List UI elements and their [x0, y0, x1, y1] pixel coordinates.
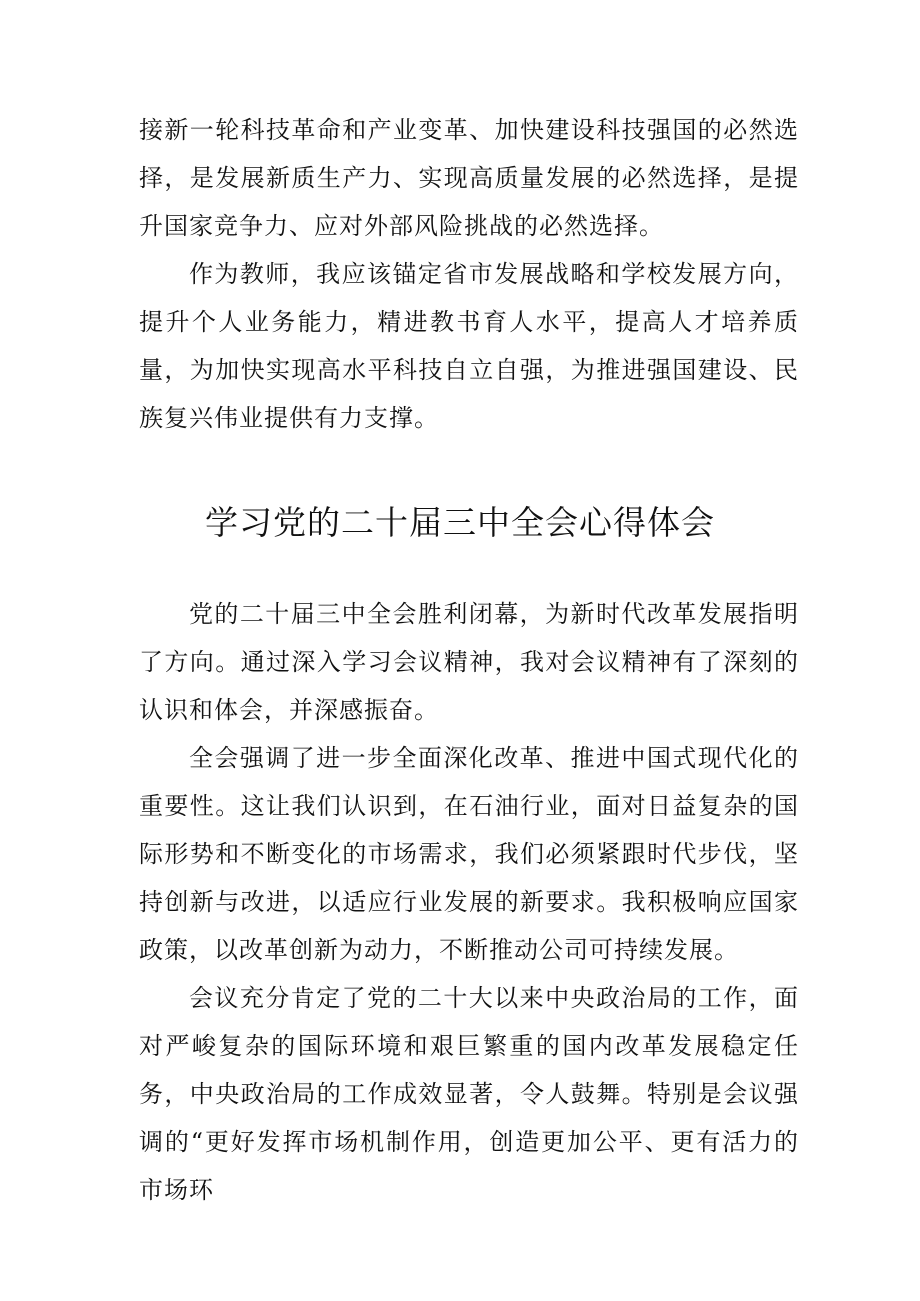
upper-text-block: [139, 106, 799, 442]
paragraph-teacher: 作为教师，我应该锚定省市发展战略和学校发展方向，提升个人业务能力，精进教书育人水平，提高人才培养质量，为加快实现高水平科技自立自强，为推进强国建设、民族复兴伟业提供有力支撑。: [139, 260, 799, 432]
paragraph-politburo: 会议充分肯定了党的二十大以来中央政治局的工作，面对严峻复杂的国际环境和艰巨繁重的国内改革发展稳定任务，中央政治局的工作成效显著，令人鼓舞。特别是会议强调的“更好发挥市场机制作用，创造更加公平、更有活力的市场环: [139, 984, 799, 1204]
paragraph-reform: 全会强调了进一步全面深化改革、推进中国式现代化的重要性。这让我们认识到，在石油行业，面对日益复杂的国际形势和不断变化的市场需求，我们必须紧跟时代步伐，坚持创新与改进，以适应行业发展的新要求。我积极响应国家政策，以改革创新为动力，不断推动公司可持续发展。: [139, 744, 799, 964]
paragraph-continuation: 接新一轮科技革命和产业变革、加快建设科技强国的必然选择，是发展新质生产力、实现高质量发展的必然选择，是提升国家竞争力、应对外部风险挑战的必然选择。: [139, 116, 799, 240]
document-title: 学习党的二十届三中全会心得体会: [205, 503, 715, 542]
paragraph-opening: 党的二十届三中全会胜利闭幕，为新时代改革发展指明了方向。通过深入学习会议精神，我对会议精神有了深刻的认识和体会，并深感振奋。: [139, 600, 799, 724]
lower-text-block: [139, 590, 799, 1214]
